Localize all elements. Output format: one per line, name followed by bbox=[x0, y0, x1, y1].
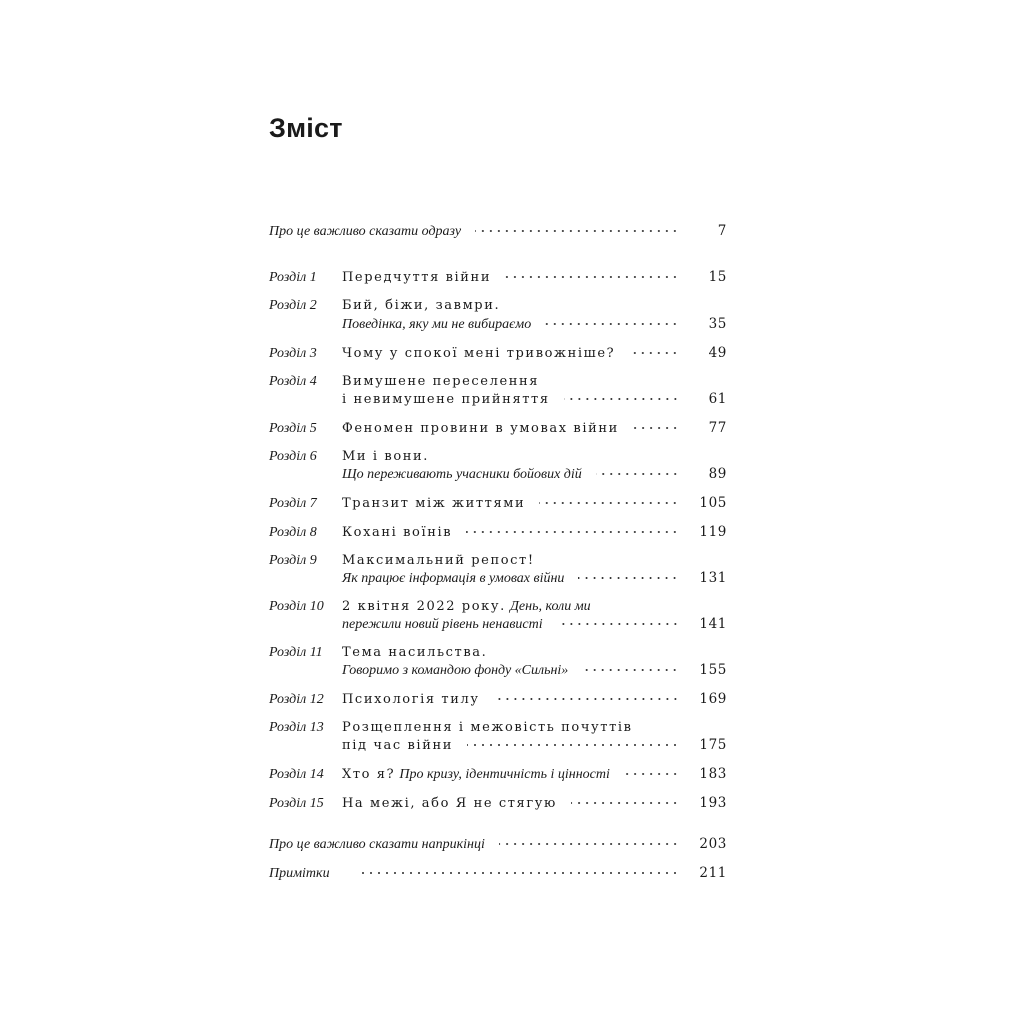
chapter-subtitle: пережили новий рівень ненависті bbox=[342, 617, 543, 632]
toc-entry-title: Примітки bbox=[269, 866, 330, 881]
chapter-title bbox=[342, 598, 591, 616]
toc-entry-notes[interactable] bbox=[269, 864, 727, 882]
page-number: 193 bbox=[699, 795, 727, 811]
toc-entry-chapter-4-line-2[interactable] bbox=[269, 390, 727, 408]
chapter-title: Передчуття війни bbox=[342, 270, 492, 285]
chapter-title-cont: і невимушене прийняття bbox=[342, 392, 550, 407]
toc-entry-chapter-2-subtitle[interactable] bbox=[269, 315, 727, 333]
page-number: 7 bbox=[717, 223, 727, 239]
dot-leader bbox=[466, 530, 679, 534]
chapter-title: Чому у спокої мені тривожніше? bbox=[342, 346, 616, 361]
toc-entry-chapter-6-subtitle[interactable] bbox=[269, 465, 727, 483]
chapter-subtitle-part: Про кризу, ідентичність і цінності bbox=[399, 767, 610, 782]
chapter-label: Розділ 3 bbox=[269, 346, 317, 361]
chapter-label: Розділ 1 bbox=[269, 270, 317, 285]
chapter-label: Розділ 5 bbox=[269, 421, 317, 436]
toc-entry-chapter-10-subtitle[interactable] bbox=[269, 615, 727, 633]
page-number: 211 bbox=[699, 865, 727, 881]
chapter-title bbox=[342, 766, 610, 784]
chapter-title-cont: під час війни bbox=[342, 738, 453, 753]
chapter-subtitle: Що переживають учасники бойових дій bbox=[342, 467, 582, 482]
page-number: 15 bbox=[708, 269, 727, 285]
chapter-title: На межі, або Я не стягую bbox=[342, 796, 557, 811]
dot-leader bbox=[505, 275, 679, 279]
page-number: 89 bbox=[708, 466, 727, 482]
page-number: 169 bbox=[699, 691, 727, 707]
chapter-label: Розділ 15 bbox=[269, 796, 324, 811]
toc-entry-chapter-7[interactable] bbox=[269, 494, 727, 512]
page-title: Зміст bbox=[269, 113, 343, 143]
table-of-contents bbox=[269, 0, 727, 1024]
page-number: 141 bbox=[699, 616, 727, 632]
chapter-label: Розділ 13 bbox=[269, 720, 324, 735]
dot-leader bbox=[582, 668, 679, 672]
dot-leader bbox=[356, 871, 679, 875]
page-number: 203 bbox=[699, 836, 727, 852]
page-number: 35 bbox=[708, 316, 727, 332]
dot-leader bbox=[571, 801, 679, 805]
dot-leader bbox=[499, 842, 679, 846]
chapter-subtitle: Як працює інформація в умовах війни bbox=[342, 571, 565, 586]
dot-leader bbox=[545, 322, 679, 326]
toc-entry-chapter-3[interactable] bbox=[269, 344, 727, 362]
toc-entry-chapter-12[interactable] bbox=[269, 690, 727, 708]
dot-leader bbox=[564, 397, 679, 401]
chapter-title: Вимушене переселення bbox=[342, 374, 540, 389]
toc-entry-chapter-13[interactable] bbox=[269, 719, 727, 737]
chapter-title-part: 2 квітня 2022 року. bbox=[342, 599, 506, 614]
dot-leader bbox=[467, 743, 679, 747]
chapter-label: Розділ 10 bbox=[269, 599, 324, 614]
toc-entry-outro[interactable] bbox=[269, 835, 727, 853]
page-number: 77 bbox=[708, 420, 727, 436]
chapter-title: Ми і вони. bbox=[342, 449, 430, 464]
chapter-label: Розділ 11 bbox=[269, 645, 323, 660]
chapter-label: Розділ 4 bbox=[269, 374, 317, 389]
toc-entry-chapter-13-line-2[interactable] bbox=[269, 736, 727, 754]
chapter-label: Розділ 7 bbox=[269, 496, 317, 511]
chapter-title: Бий, біжи, завмри. bbox=[342, 298, 501, 313]
chapter-label: Розділ 2 bbox=[269, 298, 317, 313]
chapter-title: Транзит між життями bbox=[342, 496, 526, 511]
page-number: 131 bbox=[699, 570, 727, 586]
chapter-title: Феномен провини в умовах війни bbox=[342, 421, 619, 436]
page-number: 49 bbox=[708, 345, 727, 361]
toc-entry-chapter-6[interactable] bbox=[269, 448, 727, 466]
toc-entry-chapter-9[interactable] bbox=[269, 552, 727, 570]
toc-entry-chapter-10[interactable] bbox=[269, 598, 727, 616]
toc-entry-chapter-8[interactable] bbox=[269, 523, 727, 541]
toc-entry-chapter-4[interactable] bbox=[269, 373, 727, 391]
chapter-label: Розділ 8 bbox=[269, 525, 317, 540]
dot-leader bbox=[624, 772, 679, 776]
chapter-title: Психологія тилу bbox=[342, 692, 480, 707]
toc-entry-title: Про це важливо сказати одразу bbox=[269, 224, 462, 239]
toc-entry-intro[interactable] bbox=[269, 222, 727, 240]
toc-entry-chapter-15[interactable] bbox=[269, 794, 727, 812]
toc-entry-chapter-1[interactable] bbox=[269, 268, 727, 286]
chapter-subtitle: Поведінка, яку ми не вибираємо bbox=[342, 317, 532, 332]
toc-entry-chapter-11-subtitle[interactable] bbox=[269, 661, 727, 679]
page-number: 61 bbox=[708, 391, 727, 407]
page-number: 175 bbox=[699, 737, 727, 753]
chapter-title-part: Хто я? bbox=[342, 767, 396, 782]
chapter-title: Кохані воїнів bbox=[342, 525, 453, 540]
chapter-label: Розділ 6 bbox=[269, 449, 317, 464]
chapter-label: Розділ 14 bbox=[269, 767, 324, 782]
dot-leader bbox=[475, 229, 679, 233]
toc-entry-chapter-14[interactable] bbox=[269, 765, 727, 783]
dot-leader bbox=[578, 576, 679, 580]
dot-leader bbox=[494, 697, 679, 701]
page-number: 119 bbox=[699, 524, 727, 540]
dot-leader bbox=[633, 426, 679, 430]
page-number: 105 bbox=[699, 495, 727, 511]
dot-leader bbox=[557, 622, 679, 626]
page-number: 155 bbox=[699, 662, 727, 678]
dot-leader bbox=[539, 501, 679, 505]
toc-entry-title: Про це важливо сказати наприкінці bbox=[269, 837, 485, 852]
toc-entry-chapter-2[interactable] bbox=[269, 297, 727, 315]
chapter-subtitle-part: День, коли ми bbox=[510, 599, 591, 614]
chapter-subtitle: Говоримо з командою фонду «Сильні» bbox=[342, 663, 569, 678]
chapter-label: Розділ 12 bbox=[269, 692, 324, 707]
toc-entry-chapter-5[interactable] bbox=[269, 419, 727, 437]
toc-entry-chapter-9-subtitle[interactable] bbox=[269, 569, 727, 587]
page-number: 183 bbox=[699, 766, 727, 782]
dot-leader bbox=[596, 472, 679, 476]
chapter-label: Розділ 9 bbox=[269, 553, 317, 568]
chapter-title: Тема насильства. bbox=[342, 645, 488, 660]
chapter-title: Максимальний репост! bbox=[342, 553, 535, 568]
toc-entry-chapter-11[interactable] bbox=[269, 644, 727, 662]
chapter-title: Розщеплення і межовість почуттів bbox=[342, 720, 633, 735]
dot-leader bbox=[629, 351, 679, 355]
